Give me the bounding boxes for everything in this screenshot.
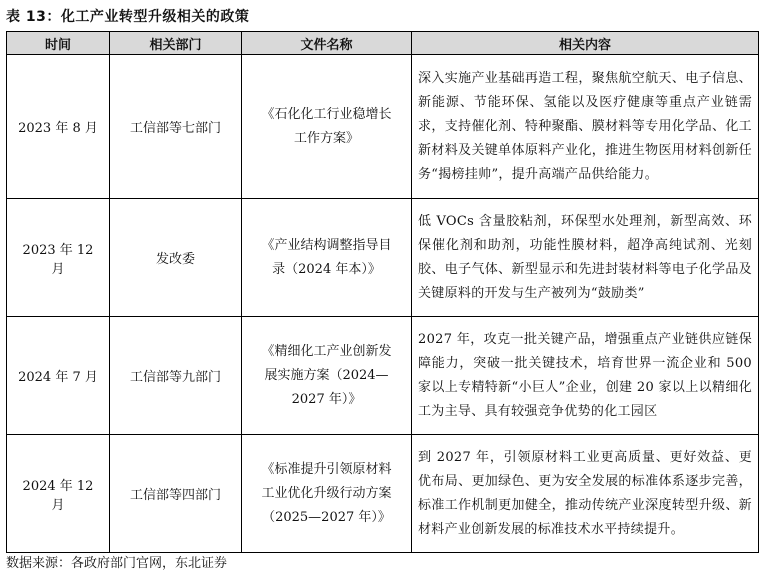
cell-department: 工信部等四部门 xyxy=(110,435,242,553)
source-note: 数据来源：各政府部门官网，东北证券 xyxy=(6,556,228,571)
table-row xyxy=(7,55,759,199)
cell-content: 深入实施产业基础再造工程，聚焦航空航天、电子信息、新能源、节能环保、氢能以及医疗健康等重点产业链需求，支持催化剂、特种聚酯、膜材料等专用化学品、化工新材料及关键单体原料产业化，推进生物医用材料创新任务“揭榜挂帅”，提升高端产品供给能力。 xyxy=(412,55,759,199)
cell-time: 2023 年 12 月 xyxy=(7,199,110,317)
cell-content: 2027 年，攻克一批关键产品，增强重点产业链供应链保障能力，突破一批关键技术，培育世界一流企业和 500 家以上专精特新“小巨人”企业，创建 20 家以上以精细化工为主导、具有较强竞争优势的化工园区 xyxy=(412,317,759,435)
table-row xyxy=(7,435,759,553)
table-title: 表 13：化工产业转型升级相关的政策 xyxy=(6,9,250,25)
header-row xyxy=(7,32,759,55)
policy-table xyxy=(6,31,759,553)
cell-document: 《石化化工行业稳增长工作方案》 xyxy=(242,55,412,199)
cell-document: 《产业结构调整指导目录（2024 年本）》 xyxy=(242,199,412,317)
cell-department: 工信部等九部门 xyxy=(110,317,242,435)
table-row xyxy=(7,199,759,317)
header-document: 文件名称 xyxy=(242,32,412,55)
cell-time: 2024 年 12 月 xyxy=(7,435,110,553)
cell-time: 2023 年 8 月 xyxy=(7,55,110,199)
cell-content: 到 2027 年，引领原材料工业更高质量、更好效益、更优布局、更加绿色、更为安全发展的标准体系逐步完善，标准工作机制更加健全，推动传统产业深度转型升级、新材料产业创新发展的标准技术水平持续提升。 xyxy=(412,435,759,553)
header-department: 相关部门 xyxy=(110,32,242,55)
header-time: 时间 xyxy=(7,32,110,55)
cell-document: 《标准提升引领原材料工业优化升级行动方案（2025—2027 年）》 xyxy=(242,435,412,553)
cell-content: 低 VOCs 含量胶粘剂，环保型水处理剂，新型高效、环保催化剂和助剂，功能性膜材料，超净高纯试剂、光刻胶、电子气体、新型显示和先进封装材料等电子化学品及关键原料的开发与生产被列为“鼓励类” xyxy=(412,199,759,317)
cell-department: 工信部等七部门 xyxy=(110,55,242,199)
cell-department: 发改委 xyxy=(110,199,242,317)
table-row xyxy=(7,317,759,435)
cell-document: 《精细化工产业创新发展实施方案（2024—2027 年）》 xyxy=(242,317,412,435)
cell-time: 2024 年 7 月 xyxy=(7,317,110,435)
header-content: 相关内容 xyxy=(412,32,759,55)
